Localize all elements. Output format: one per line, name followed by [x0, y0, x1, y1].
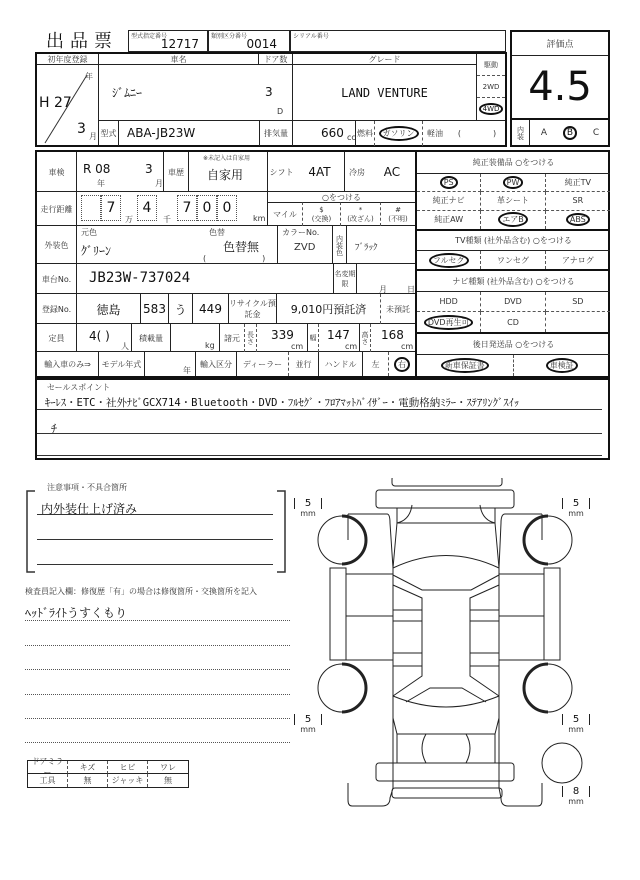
option-label: DVD再生可: [424, 315, 474, 330]
sheet-title: 出品票: [46, 31, 118, 52]
tools-cell: ワレ: [148, 761, 188, 774]
color-change-label: 色替: [209, 228, 225, 237]
equip-option[interactable]: [417, 192, 481, 210]
interior-label: 内装: [512, 120, 530, 145]
length-unit: cm: [291, 342, 304, 351]
car-name: ｼﾞﾑﾆｰ: [112, 86, 143, 100]
front-bumper-edge: [392, 478, 502, 486]
mileage-unit-sen: 千: [163, 215, 171, 224]
color-no-label: カラーNo.: [282, 228, 320, 237]
fuel-label: 燃料: [355, 121, 375, 146]
option-label: PS: [440, 176, 458, 189]
navi-grid: [417, 292, 610, 334]
tread-unit: mm: [300, 725, 316, 734]
mileage-digit-3: 4: [137, 195, 157, 221]
fuel-diesel[interactable]: 軽油: [427, 129, 443, 138]
tread-spare: [562, 786, 590, 806]
tvg-option[interactable]: [417, 251, 481, 269]
tread-unit: mm: [300, 509, 316, 518]
right-doors: [470, 585, 499, 696]
tread-front-right: [562, 498, 590, 518]
score-value: 4.5: [512, 56, 608, 120]
color-no: ZVD: [294, 242, 316, 253]
equip-option[interactable]: [481, 192, 545, 210]
rear-window: [393, 688, 499, 707]
car-diagram: [285, 478, 605, 818]
tread-rear-left: [294, 714, 322, 734]
orig-color: ｸﾞﾘｰﾝ: [81, 244, 112, 258]
details-table: [35, 150, 610, 378]
tread-rear-right: [562, 714, 590, 734]
tools-cell: 無: [164, 776, 172, 785]
type-row: [99, 120, 505, 145]
later-grid: [417, 355, 610, 376]
drive-4wd-label: 4WD: [479, 103, 504, 115]
recycle-none[interactable]: 未預託: [386, 304, 410, 314]
year-unit: 年: [85, 72, 93, 81]
ac: AC: [383, 165, 401, 179]
mileage-digit-5: 0: [197, 195, 217, 221]
drive-4wd[interactable]: [477, 98, 505, 120]
equip-option[interactable]: [546, 174, 610, 192]
mileage-digit-1: [81, 195, 101, 221]
equip-option[interactable]: [417, 174, 481, 192]
drive-label: 駆動: [477, 54, 505, 76]
sales-points: [35, 378, 610, 460]
fuel-gasoline[interactable]: [375, 121, 423, 146]
color-change-paren: ( ): [203, 254, 266, 263]
length: 339: [271, 328, 294, 342]
history-label: 車歴: [163, 152, 189, 192]
shift-label: シフト: [267, 152, 295, 192]
model-code-label: 型式指定番号: [131, 33, 168, 40]
model-code: 12717: [160, 37, 199, 51]
inspection-label: 車検: [37, 152, 77, 192]
tv-header: TV種類 (社外品含む) ○をつける: [417, 231, 610, 251]
row-inspection: [37, 152, 415, 192]
history-note: ※未記入は自家用: [203, 155, 251, 162]
handle-left[interactable]: 左: [363, 352, 389, 376]
inspector-label: 検査員記入欄：修復歴「有」の場合は修復箇所・交換箇所を記入: [25, 587, 257, 596]
tools-cell: ドアミラー: [28, 761, 68, 774]
equip-option[interactable]: [481, 174, 545, 192]
option-label: 新車保証書: [441, 358, 489, 373]
equip-option[interactable]: [417, 211, 481, 229]
options-panel: [415, 152, 608, 376]
option-label: ワンセグ: [496, 255, 529, 265]
tailgate: [393, 718, 499, 763]
unknown-option[interactable]: # (不明): [381, 202, 415, 226]
option-label: アナログ: [561, 255, 594, 265]
name-change-day: 日: [407, 285, 415, 294]
option-label: フルセグ: [429, 253, 469, 268]
type-label: 型式: [99, 121, 119, 146]
navig-option[interactable]: [546, 312, 610, 332]
month-unit: 月: [89, 132, 97, 141]
length-label: 長さ: [245, 324, 257, 352]
row-import: [37, 352, 415, 376]
capacity: 4( ): [89, 329, 110, 343]
rear-bumper-edge: [392, 788, 502, 798]
interior-color-label: 内装色: [333, 226, 347, 264]
import-dealer[interactable]: ディーラー: [237, 352, 289, 376]
grade-label: グレード: [293, 54, 477, 65]
category-label: 類別区分番号: [211, 33, 248, 40]
tread-unit: mm: [568, 797, 584, 806]
mile-option[interactable]: マイル: [267, 202, 303, 226]
navig-option[interactable]: [481, 312, 545, 332]
sales-line-1: ｷｰﾚｽ・ETC・社外ﾅﾋﾞGCX714・Bluetooth・DVD・ﾌﾙｾｸﾞ・ﾌﾛｱﾏｯﾄﾊﾞｲｻﾞｰ・電動格納ﾐﾗｰ・ｽﾃｱﾘﾝｸﾞｽｲｯ: [45, 397, 520, 409]
score-box: [510, 30, 610, 147]
equip-option[interactable]: [481, 211, 545, 229]
exterior-label: 外装色: [37, 226, 77, 264]
capacity-label: 定員: [37, 324, 77, 352]
reg-area: 徳島: [77, 294, 141, 324]
first-reg-era: H 27: [39, 95, 72, 111]
row-registration: [37, 294, 415, 324]
recycle-label: リサイクル預託金: [229, 294, 277, 324]
windshield: [393, 556, 499, 591]
category: 0014: [246, 37, 277, 51]
laterg-option[interactable]: [514, 355, 611, 376]
option-label: 革シート: [496, 196, 529, 206]
import-parallel[interactable]: 並行: [289, 352, 319, 376]
tools-cell: ヒビ: [108, 761, 148, 774]
tread-value: 8: [562, 786, 590, 797]
left-doors: [393, 585, 422, 696]
inspection-era: R 08: [83, 162, 111, 176]
laterg-option[interactable]: [417, 355, 514, 376]
sales-line-2: ﾁ: [51, 422, 58, 436]
tv-grid: [417, 251, 610, 271]
width-unit: cm: [345, 342, 358, 351]
recycle-deposit: 9,010円預託済: [277, 294, 381, 324]
interior-color: ﾌﾞﾗｯｸ: [355, 243, 378, 253]
tread-unit: mm: [568, 725, 584, 734]
fuel-other: ( ): [457, 129, 497, 138]
drive-2wd[interactable]: 2WD: [477, 76, 505, 98]
notes-label: 注意事項・不具合箇所: [47, 483, 127, 492]
tools-cell: キズ: [68, 761, 108, 774]
doors-unit: D: [277, 107, 284, 116]
equipment-grid: [417, 174, 610, 231]
navi-header: ナビ種類 (社外品含む) ○をつける: [417, 271, 610, 292]
equip-option[interactable]: [546, 211, 610, 229]
first-reg-label: 初年度登録: [37, 54, 99, 65]
mileage-digit-2: 7: [101, 195, 121, 221]
option-label: エアB: [498, 212, 528, 227]
import-label: 輸入車のみ⇒: [37, 352, 99, 376]
tread-value: 5: [294, 714, 322, 725]
doors-label: ドア数: [259, 54, 293, 65]
mileage-digit-6: 0: [217, 195, 237, 221]
front-bumper: [376, 490, 514, 508]
mileage-unit: km: [253, 214, 266, 223]
reg-class: 583: [141, 294, 169, 324]
model-year-label: モデル年式: [99, 352, 145, 376]
hood: [393, 508, 499, 568]
ac-label: 冷房: [349, 167, 365, 177]
tvg-option[interactable]: [546, 251, 610, 269]
handle-right[interactable]: [389, 352, 415, 376]
option-label: 純正ナビ: [432, 196, 465, 206]
model-year-unit: 年: [183, 366, 191, 375]
interior-c[interactable]: C: [592, 128, 600, 138]
doors: 3: [265, 85, 273, 99]
reg-kana: う: [169, 294, 193, 324]
navig-option[interactable]: [417, 292, 481, 312]
option-label: HDD: [439, 297, 458, 306]
tread-front-left: [294, 498, 322, 518]
notes-line-1: 内外装仕上げ済み: [41, 502, 138, 516]
option-label: DVD: [504, 297, 522, 306]
tools-cell: 工具: [28, 774, 68, 787]
grade: LAND VENTURE: [293, 65, 477, 120]
mileage-unit-man: 万: [125, 215, 133, 224]
inspector-line-1: ﾍｯﾄﾞﾗｲﾄうすくもり: [25, 606, 128, 620]
height-unit: cm: [401, 342, 414, 351]
tvg-option[interactable]: [481, 251, 545, 269]
shift: 4AT: [295, 152, 345, 192]
option-label: SR: [572, 196, 584, 206]
import-type-label: 輸入区分: [195, 352, 237, 376]
history: 自家用: [207, 168, 244, 182]
car-name-label: 車名: [99, 54, 259, 65]
navig-option[interactable]: [417, 312, 481, 332]
height-label: 高さ: [359, 324, 371, 352]
capacity-unit: 人: [121, 342, 129, 351]
chassis-label: 車台No.: [37, 264, 77, 294]
mileage-label: 走行距離: [37, 192, 77, 226]
later-header: 後日発送品 ○をつける: [417, 334, 610, 355]
navig-option[interactable]: [546, 292, 610, 312]
interior-a[interactable]: A: [540, 128, 548, 138]
right-step: [544, 568, 560, 660]
load-label: 積載量: [131, 324, 171, 352]
score-label: 評価点: [512, 32, 608, 56]
displacement: 660: [321, 126, 344, 140]
spec-label: 諸元: [219, 324, 245, 352]
inspection-year-unit: 年: [97, 179, 105, 188]
notes-box: [25, 482, 287, 574]
tools-cell: ジャッキ: [108, 774, 148, 787]
row-capacity: [37, 324, 415, 352]
exchange-option[interactable]: $ (交換): [303, 202, 341, 226]
rear-bumper: [376, 763, 514, 781]
tread-value: 5: [294, 498, 322, 509]
option-label: CD: [507, 317, 519, 327]
interior-b[interactable]: [558, 122, 582, 144]
equipment-header: 純正装備品 ○をつける: [417, 152, 610, 174]
doors-cell: [259, 65, 293, 120]
height: 168: [381, 328, 404, 342]
interior-b-label: B: [563, 126, 577, 140]
displacement-label: 排気量: [259, 121, 293, 146]
mileage-digit-4: 7: [177, 195, 197, 221]
row-chassis: [37, 264, 415, 294]
type: ABA-JB23W: [127, 126, 196, 140]
name-change-label: 名変期限: [333, 264, 357, 294]
vehicle-table: [35, 52, 507, 147]
reg-number: 449: [193, 294, 229, 324]
tools-cell: 無: [68, 774, 108, 787]
first-reg-month: 3: [77, 121, 86, 137]
width-label: 幅: [307, 324, 319, 352]
inspection-month: 3: [145, 162, 153, 176]
displacement-unit: cc: [347, 133, 356, 142]
option-label: 純正TV: [564, 178, 591, 188]
reg-label: 登録No.: [37, 294, 77, 324]
first-reg: [37, 65, 99, 145]
load-unit: kg: [205, 341, 215, 350]
width: 147: [327, 328, 350, 342]
row-color: [37, 226, 415, 264]
sales-label: セールスポイント: [47, 383, 111, 392]
tools-table: [27, 757, 189, 788]
mark-note: ○をつける: [267, 192, 415, 202]
serial-box: [290, 30, 506, 52]
inspection-month-unit: 月: [155, 179, 163, 188]
name-change-month: 月: [379, 285, 387, 294]
option-label: PW: [503, 176, 524, 189]
handle-right-label: 右: [394, 357, 410, 372]
equip-option[interactable]: [546, 192, 610, 210]
option-label: SD: [572, 297, 584, 306]
chassis-number: JB23W-737024: [89, 270, 191, 286]
option-label: 純正AW: [434, 215, 464, 225]
serial-label: シリアル番号: [293, 33, 329, 40]
tampered-option[interactable]: * (改ざん): [341, 202, 381, 226]
spare-tire: [542, 743, 582, 783]
category-box: [208, 30, 290, 52]
orig-color-label: 元色: [81, 228, 97, 237]
navig-option[interactable]: [481, 292, 545, 312]
tread-unit: mm: [568, 509, 584, 518]
option-label: 車検証: [546, 358, 578, 373]
left-step: [330, 568, 346, 660]
fuel-gasoline-label: ガソリン: [379, 126, 419, 141]
color-no-cell: [277, 226, 333, 264]
model-code-box: [128, 30, 208, 52]
color-change: 色替無: [223, 240, 260, 254]
row-mileage: [37, 192, 415, 226]
handle-label: ハンドル: [319, 352, 363, 376]
option-label: ABS: [566, 213, 590, 226]
tread-value: 5: [562, 498, 590, 509]
tread-value: 5: [562, 714, 590, 725]
